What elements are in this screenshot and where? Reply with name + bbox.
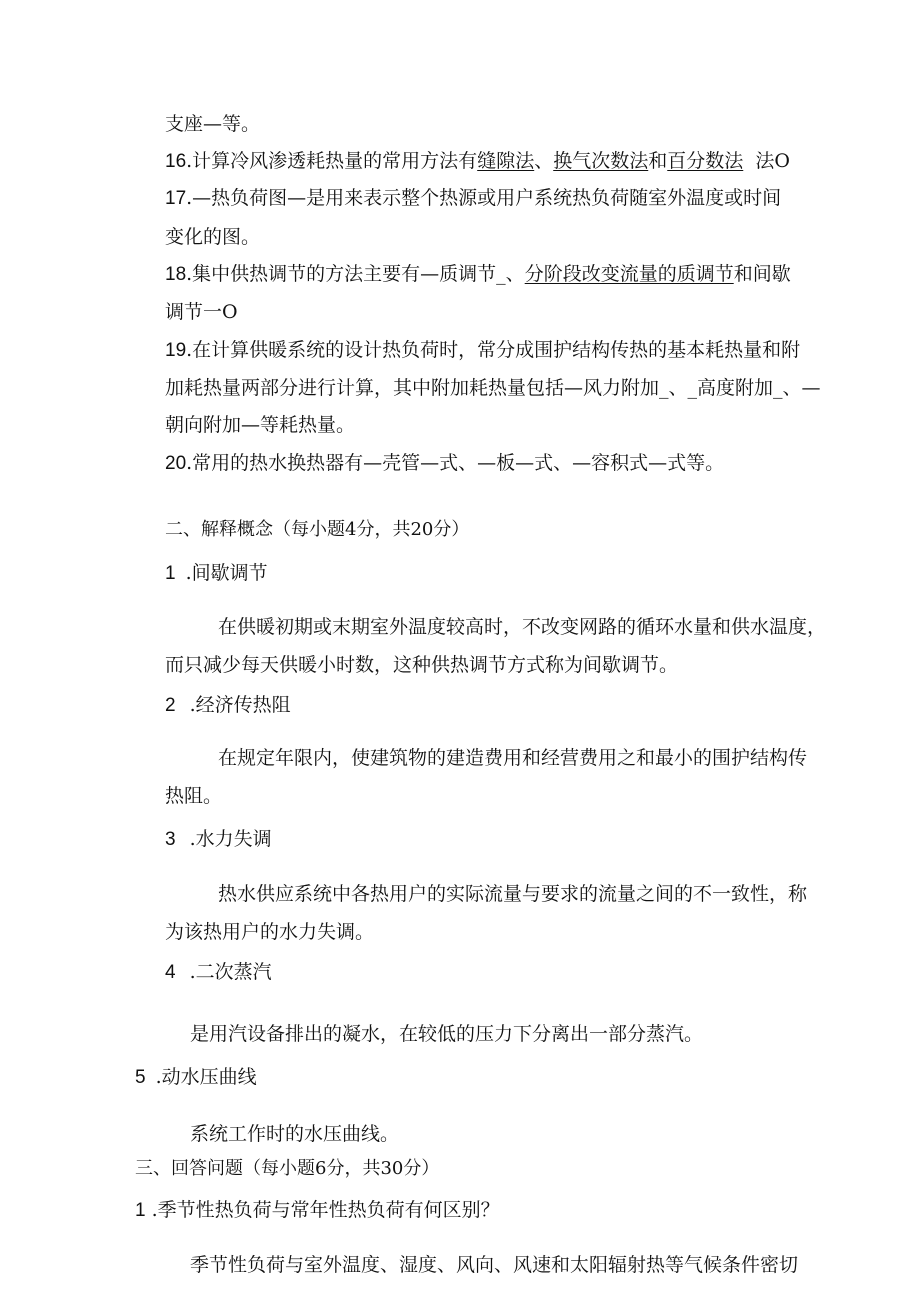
term-4 (165, 960, 272, 985)
term-1 (165, 561, 268, 586)
q16-text: .计算冷风渗透耗热量的常用方法有 (186, 150, 478, 172)
section-3-heading: 三、回答问题（每小题6分，共30分） (135, 1158, 440, 1179)
q16-answer-1: 缝隙法 (477, 150, 535, 172)
q17-line-2: 变化的图。 (165, 226, 261, 248)
q20-text: .常用的热水换热器有—壳管—式、—板—式、—容积式—式等。 (186, 452, 725, 474)
term-1-def-line-1: 在供暖初期或末期室外温度较高时，不改变网路的循环水量和供水温度， (218, 616, 827, 638)
term-2-def-line-1: 在规定年限内，使建筑物的建造费用和经营费用之和最小的围护结构传 (218, 747, 808, 769)
q16-sep-2: 和 (648, 150, 668, 172)
term-2-def-line-2: 热阻。 (165, 785, 223, 807)
term-1-def-line-2: 而只减少每天供暖小时数，这种供热调节方式称为间歇调节。 (165, 654, 679, 676)
term-3 (165, 827, 272, 852)
term-3-title: .水力失调 (189, 828, 272, 850)
q20-line (165, 451, 724, 476)
q18-line-2: 调节一O (165, 301, 238, 323)
q16-sep-1: 、 (534, 150, 554, 172)
q17-line-1 (165, 186, 781, 211)
term-5-title: .动水压曲线 (155, 1066, 257, 1088)
term-2 (165, 693, 291, 718)
q16-number: 16 (165, 151, 187, 172)
section-2-heading: 二、解释概念（每小题4分，共20分） (165, 519, 470, 540)
q20-number: 20 (165, 453, 187, 474)
term-5-number: 5 (135, 1067, 146, 1088)
term-1-number: 1 (165, 563, 176, 584)
q16-tail: 法O (743, 150, 790, 172)
q18-line-1 (165, 262, 791, 287)
cont-top-line: 支座—等。 (165, 113, 261, 135)
q19-line-2: 加耗热量两部分进行计算，其中附加耗热量包括—风力附加_、_高度附加_、— (165, 377, 821, 399)
q17-text: .—热负荷图—是用来表示整个热源或用户系统热负荷随室外温度或时间 (186, 187, 782, 209)
term-2-number: 2 (165, 695, 176, 716)
term-5-def: 系统工作时的水压曲线。 (190, 1123, 400, 1145)
q19-number: 19 (165, 340, 187, 361)
q19-text: .在计算供暖系统的设计热负荷时，常分成围护结构传热的基本耗热量和附 (186, 339, 801, 361)
term-3-number: 3 (165, 829, 176, 850)
q19-line-3: 朝向附加—等耗热量。 (165, 414, 356, 436)
q19-line-1 (165, 338, 800, 363)
q16-answer-3: 百分数法 (667, 150, 744, 172)
q18-number: 18 (165, 264, 187, 285)
q18-text: .集中供热调节的方法主要有—质调节_、 (186, 263, 525, 285)
q16-answer-2: 换气次数法 (553, 150, 649, 172)
q18-answer: 分阶段改变流量的质调节 (524, 263, 734, 285)
q17-number: 17 (165, 188, 187, 209)
term-4-title: .二次蒸汽 (189, 961, 272, 983)
question-1-text: .季节性热负荷与常年性热负荷有何区别？ (151, 1199, 500, 1221)
term-1-title: .间歇调节 (185, 562, 268, 584)
question-1 (135, 1198, 500, 1223)
term-4-def: 是用汽设备排出的凝水，在较低的压力下分离出一部分蒸汽。 (190, 1023, 704, 1045)
question-1-answer-line-1: 季节性负荷与室外温度、湿度、风向、风速和太阳辐射热等气候条件密切 (190, 1254, 799, 1276)
term-3-def-line-2: 为该热用户的水力失调。 (165, 921, 375, 943)
q16-line (165, 149, 790, 174)
term-4-number: 4 (165, 962, 176, 983)
question-1-number: 1 (135, 1200, 146, 1221)
term-3-def-line-1: 热水供应系统中各热用户的实际流量与要求的流量之间的不一致性，称 (218, 883, 808, 905)
q18-post: 和间歇 (733, 263, 791, 285)
term-5 (135, 1065, 257, 1090)
term-2-title: .经济传热阻 (189, 694, 291, 716)
